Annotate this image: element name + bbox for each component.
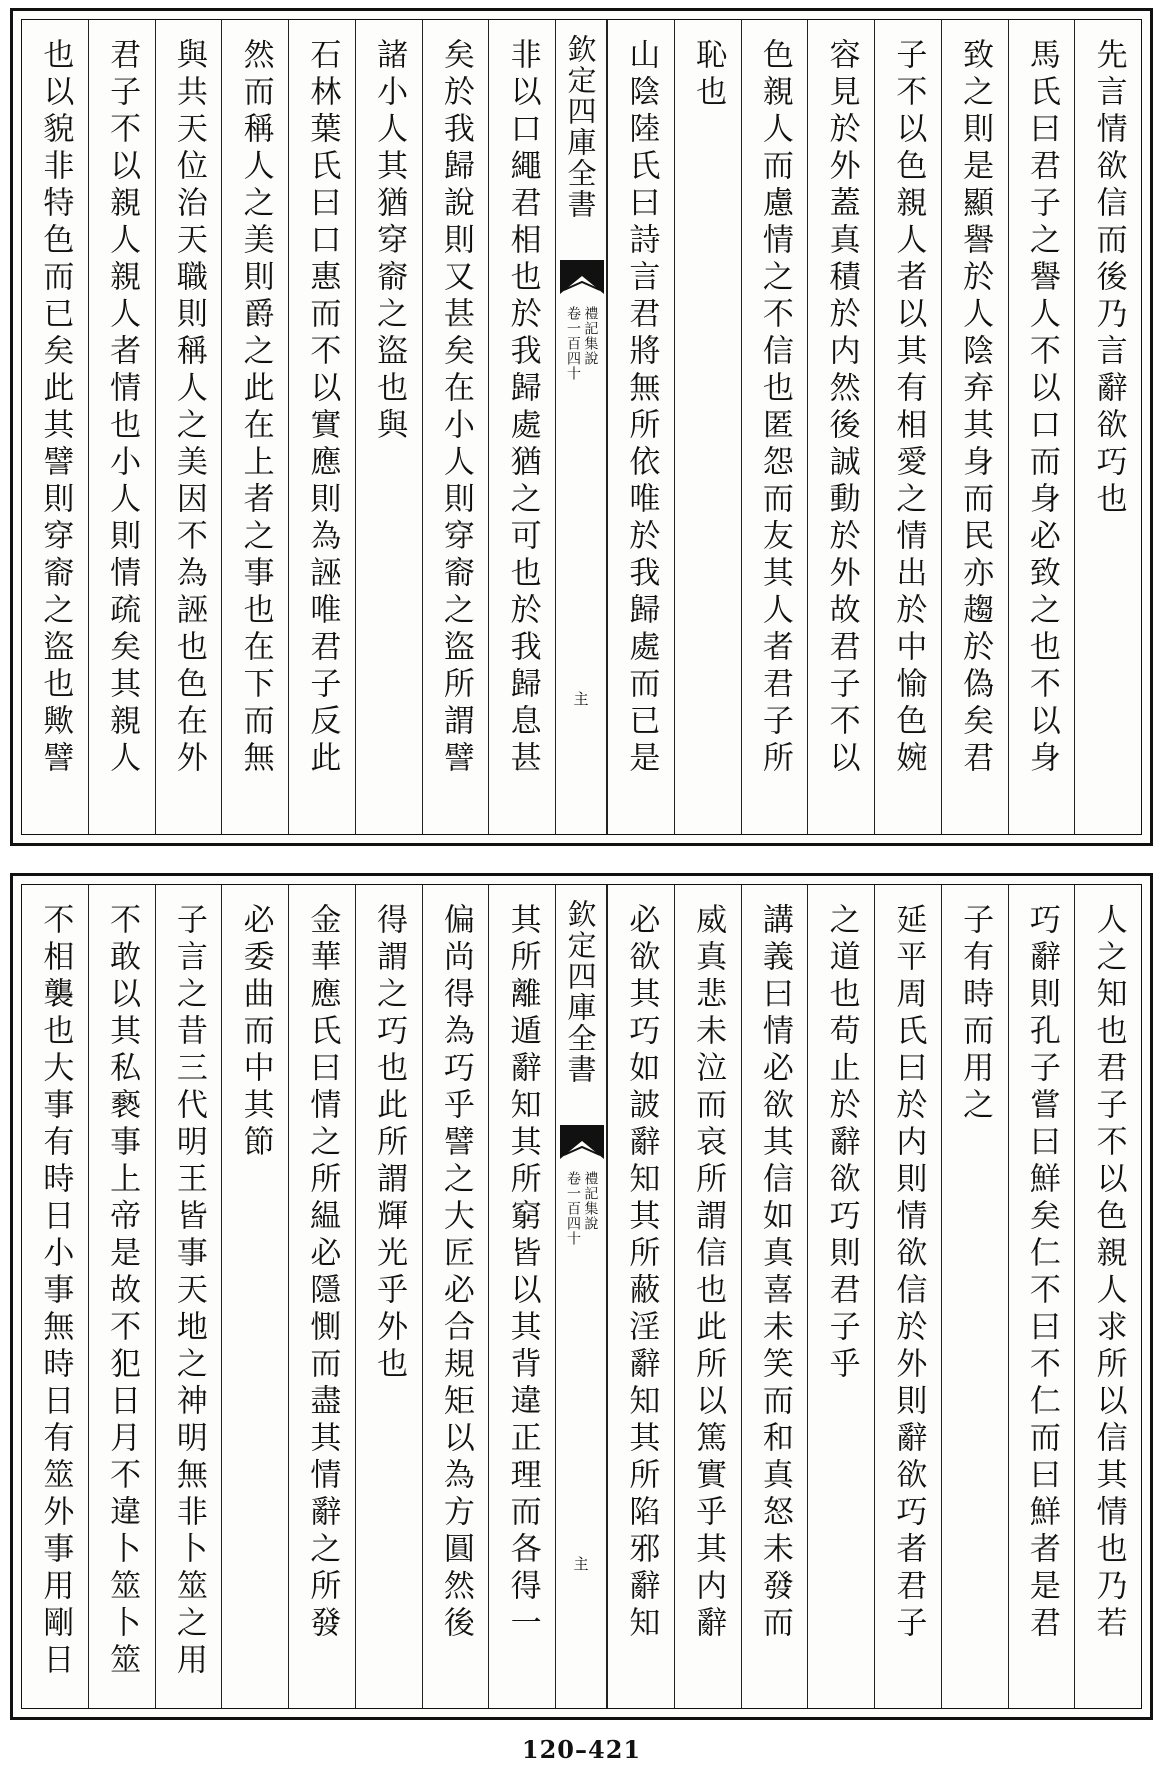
text-column: 子有時而用之 — [941, 885, 1008, 1708]
leaf-number: 主 — [573, 1555, 589, 1573]
text-column: 威真悲未泣而哀所謂信也此所以篤實乎其内辭 — [674, 885, 741, 1708]
volume-number: 卷一百四十 — [565, 1171, 581, 1246]
text-columns — [22, 885, 1141, 1708]
text-column: 子不以色親人者以其有相愛之情出於中愉色婉 — [874, 20, 941, 834]
text-column: 然而稱人之美則爵之此在上者之事也在下而無 — [221, 20, 288, 834]
text-column: 與共天位治天職則稱人之美因不為誣也色在外 — [155, 20, 222, 834]
page-panel-top — [10, 8, 1153, 846]
text-column: 矣於我歸說則又甚矣在小人則穿窬之盜所謂譬 — [422, 20, 489, 834]
text-column: 延平周氏曰於内則情欲信於外則辭欲巧者君子 — [874, 885, 941, 1708]
page-frame — [21, 884, 1142, 1709]
text-column: 石林葉氏曰口惠而不以實應則為誣唯君子反此 — [288, 20, 355, 834]
text-column: 也以貌非特色而已矣此其譬則穿窬之盜也歟譬 — [37, 38, 74, 778]
leaf-number: 主 — [573, 690, 589, 708]
text-column: 不相襲也大事有時日小事無時日有筮外事用剛日 — [37, 903, 74, 1680]
book-name: 禮記集說 — [582, 306, 599, 366]
text-column: 之道也苟止於辭欲巧則君子乎 — [807, 885, 874, 1708]
volume-info — [562, 306, 600, 381]
text-column: 馬氏曰君子之譽人不以口而身必致之也不以身 — [1008, 20, 1075, 834]
text-column: 必欲其巧如詖辭知其所蔽淫辭知其所陷邪辭知 — [607, 885, 674, 1708]
text-column: 諸小人其猶穿窬之盜也與 — [355, 20, 422, 834]
text-column: 偏尚得為巧乎譬之大匠必合規矩以為方圓然後 — [422, 885, 489, 1708]
text-column: 講義曰情必欲其信如真喜未笑而和真怒未發而 — [741, 885, 808, 1708]
text-column: 致之則是顯譽於人陰弃其身而民亦趨於偽矣君 — [941, 20, 1008, 834]
text-column: 恥也 — [674, 20, 741, 834]
text-column: 必委曲而中其節 — [221, 885, 288, 1708]
fishtail-mark-icon — [560, 260, 604, 294]
center-fold — [555, 20, 607, 834]
book-title — [556, 899, 606, 1085]
text-column: 不敢以其私褻事上帝是故不犯日月不違卜筮卜筮 — [88, 885, 155, 1708]
text-column: 得謂之巧也此所謂輝光乎外也 — [355, 885, 422, 1708]
text-column: 色親人而慮情之不信也匿怨而友其人者君子所 — [741, 20, 808, 834]
text-column: 巧辭則孔子嘗曰鮮矣仁不曰不仁而曰鮮者是君 — [1008, 885, 1075, 1708]
text-column: 子言之昔三代明王皆事天地之神明無非卜筮之用 — [155, 885, 222, 1708]
text-column: 其所離遁辭知其所窮皆以其背違正理而各得一 — [488, 885, 555, 1708]
center-fold — [555, 885, 607, 1708]
page-panel-bottom — [10, 873, 1153, 1720]
page-frame — [21, 19, 1142, 835]
text-column: 君子不以親人親人者情也小人則情疏矣其親人 — [88, 20, 155, 834]
book-name: 禮記集說 — [582, 1171, 599, 1231]
text-column: 先言情欲信而後乃言辭欲巧也 — [1074, 20, 1141, 834]
text-column: 山陰陸氏曰詩言君將無所依唯於我歸處而已是 — [607, 20, 674, 834]
text-column: 容見於外蓋真積於内然後誠動於外故君子不以 — [807, 20, 874, 834]
page-number: 120–421 — [521, 1735, 642, 1764]
text-column: 金華應氏曰情之所緼必隱惻而盡其情辭之所發 — [288, 885, 355, 1708]
book-title-text: 欽定四庫全書 — [563, 899, 598, 1085]
book-title — [556, 34, 606, 220]
book-title-text: 欽定四庫全書 — [563, 34, 598, 220]
text-columns — [22, 20, 1141, 834]
volume-number: 卷一百四十 — [565, 306, 581, 381]
text-column: 非以口繩君相也於我歸處猶之可也於我歸息甚 — [488, 20, 555, 834]
fishtail-mark-icon — [560, 1125, 604, 1159]
volume-info — [562, 1171, 600, 1246]
text-column: 人之知也君子不以色親人求所以信其情也乃若 — [1074, 885, 1141, 1708]
